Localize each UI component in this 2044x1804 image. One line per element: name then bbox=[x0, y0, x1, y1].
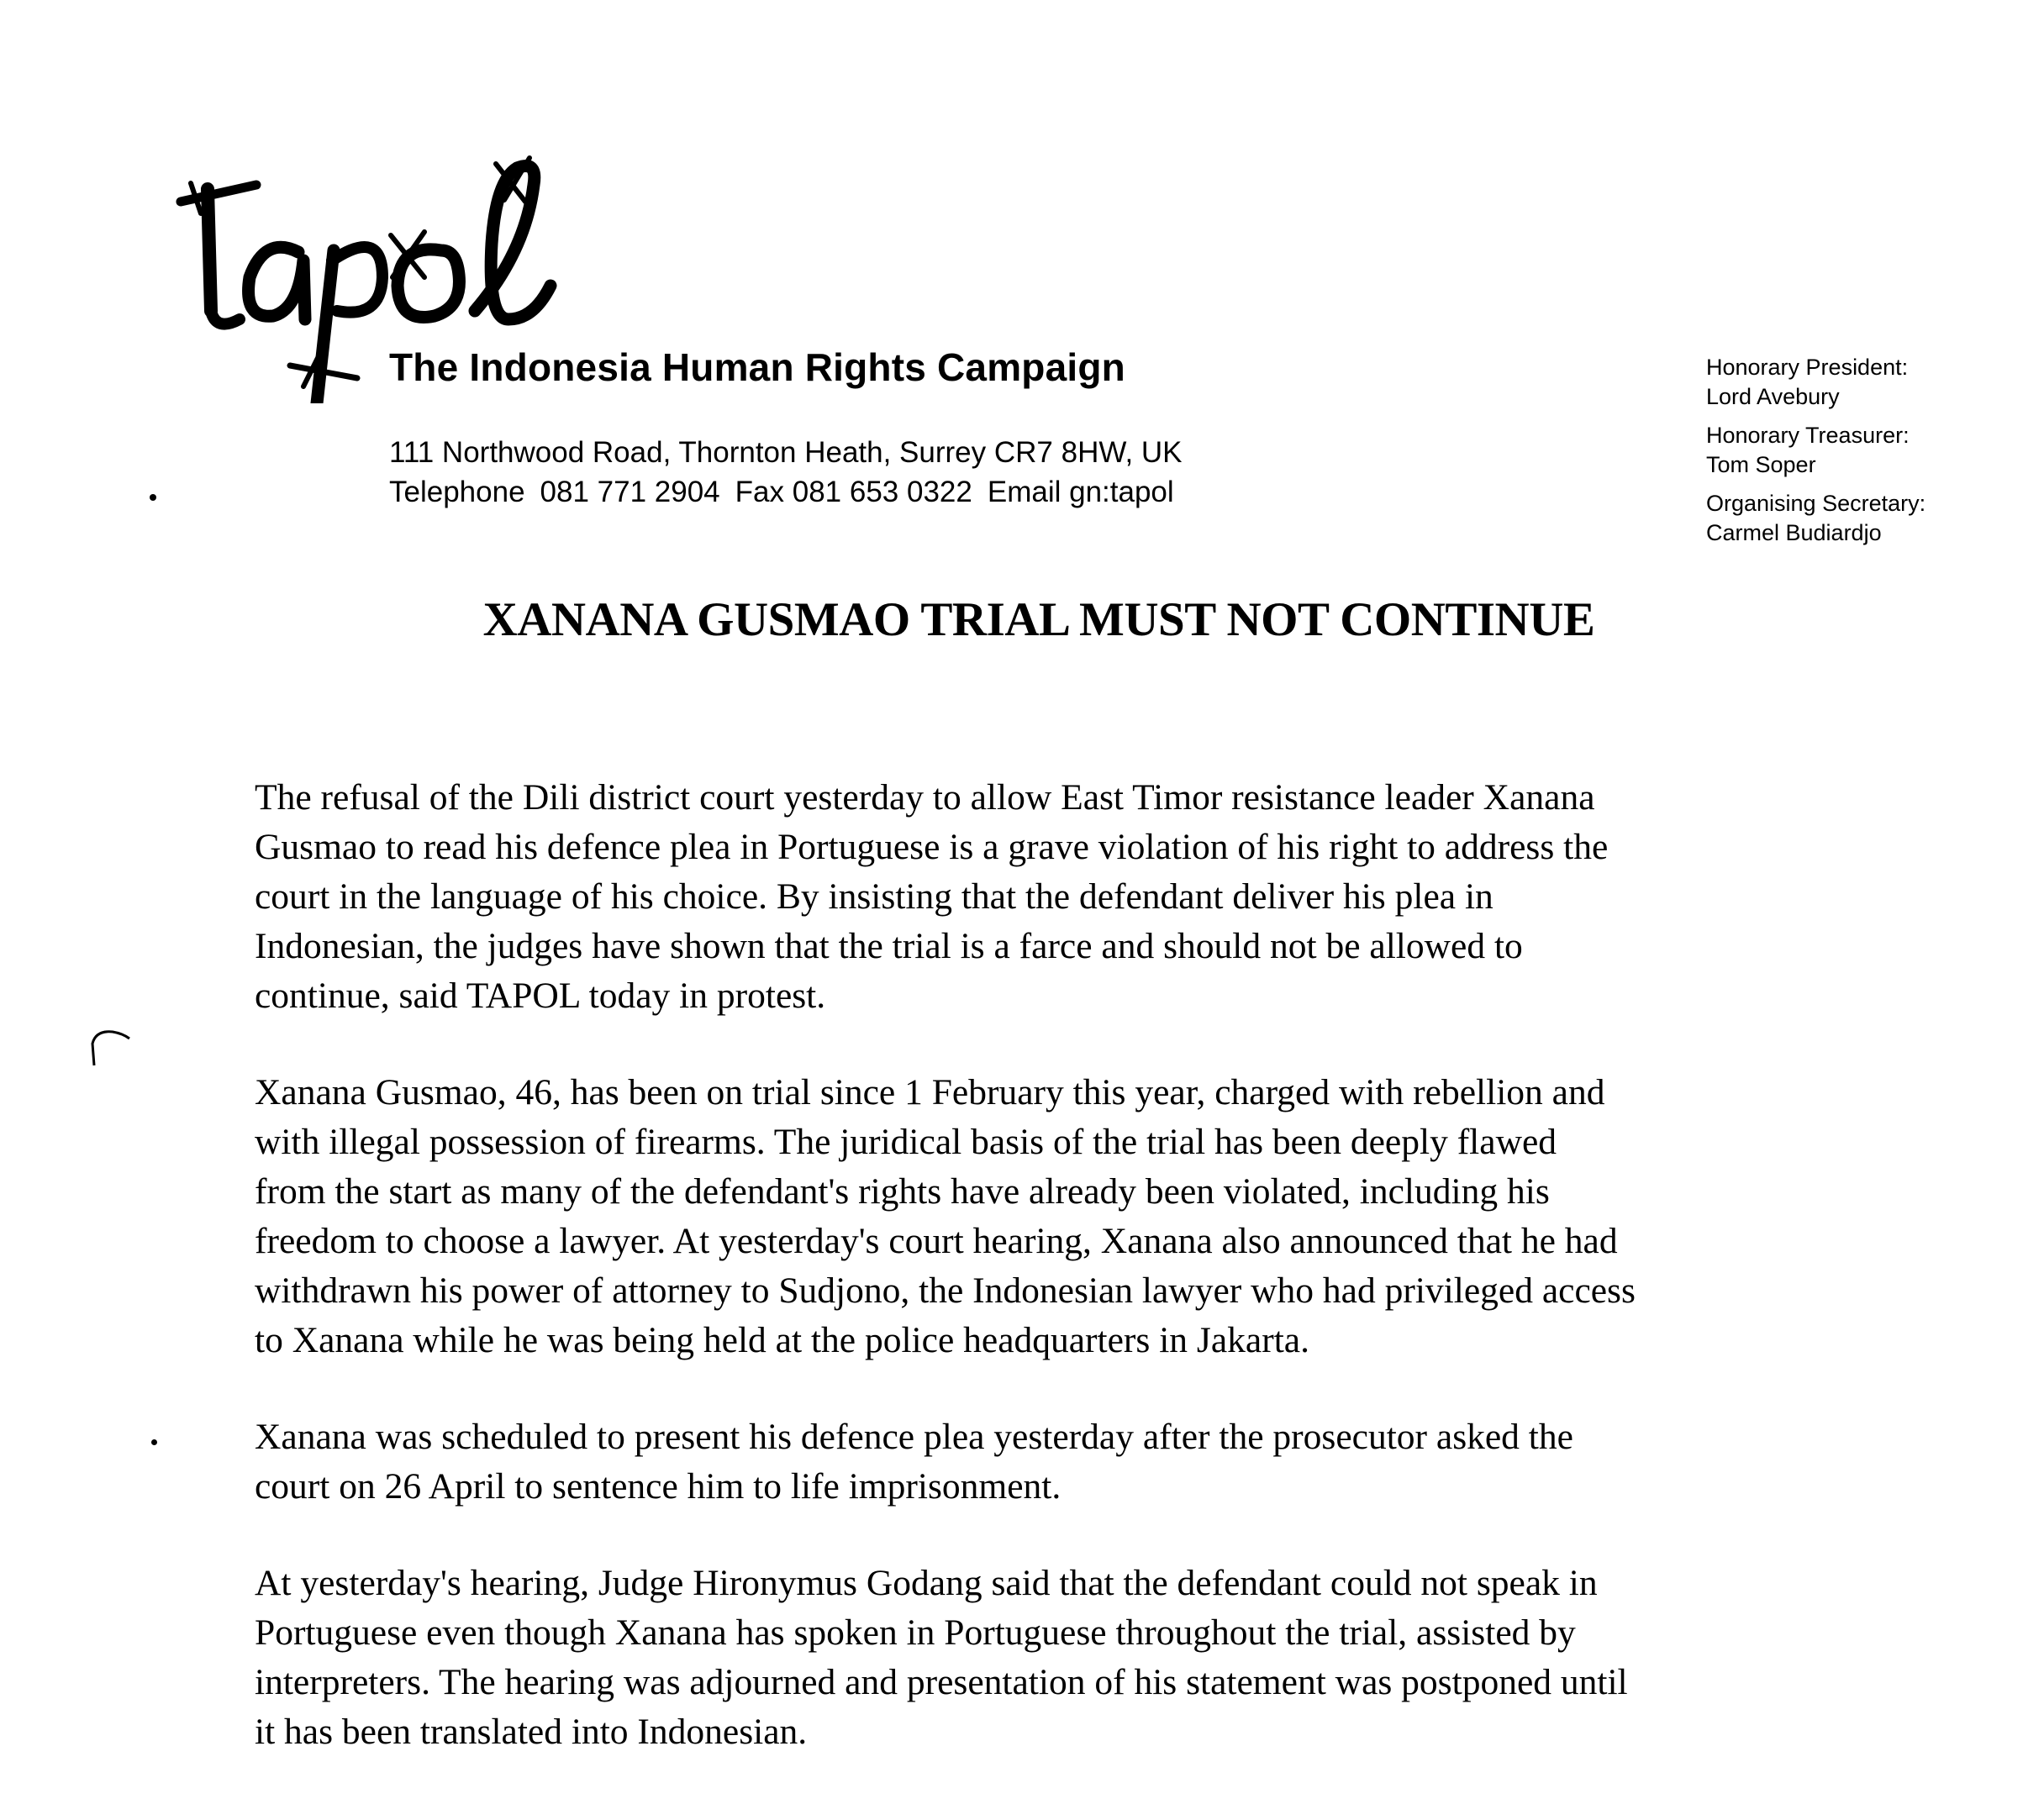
text-line: court in the language of his choice. By insisting that the defendant deliver his plea in bbox=[255, 876, 1493, 917]
officer-role: Honorary Treasurer: bbox=[1706, 423, 1910, 448]
officer-name: Lord Avebury bbox=[1706, 384, 1840, 409]
officer-name: Tom Soper bbox=[1706, 452, 1816, 477]
organization-name: The Indonesia Human Rights Campaign bbox=[389, 345, 1125, 389]
paragraph bbox=[255, 1068, 1936, 1365]
postal-address: 111 Northwood Road, Thornton Heath, Surrey CR7 8HW, UK bbox=[389, 436, 1183, 469]
scan-speck bbox=[151, 1439, 157, 1445]
text-line: withdrawn his power of attorney to Sudjono, the Indonesian lawyer who had privileged access bbox=[255, 1270, 1636, 1311]
press-release-body bbox=[255, 773, 1936, 1804]
press-release-headline: XANANA GUSMAO TRIAL MUST NOT CONTINUE bbox=[482, 593, 1595, 646]
text-line: interpreters. The hearing was adjourned and presentation of his statement was postponed until bbox=[255, 1662, 1628, 1702]
paragraph bbox=[255, 773, 1936, 1021]
text-line: continue, said TAPOL today in protest. bbox=[255, 976, 826, 1016]
telephone-number: 081 771 2904 bbox=[540, 476, 720, 508]
paragraph bbox=[255, 1412, 1936, 1512]
officer-treasurer bbox=[1706, 421, 1925, 480]
telephone-label: Telephone bbox=[389, 476, 525, 508]
officer-role: Organising Secretary: bbox=[1706, 491, 1926, 516]
contact-line bbox=[389, 472, 1183, 512]
contact-block bbox=[389, 433, 1183, 512]
officers-list bbox=[1706, 353, 1925, 557]
text-line: to Xanana while he was being held at the police headquarters in Jakarta. bbox=[255, 1320, 1309, 1360]
text-line: Portuguese even though Xanana has spoken in Portuguese throughout the trial, assisted by bbox=[255, 1612, 1576, 1653]
officer-president bbox=[1706, 353, 1925, 412]
text-line: Gusmao to read his defence plea in Portuguese is a grave violation of his right to address the bbox=[255, 827, 1609, 867]
officer-secretary bbox=[1706, 489, 1925, 548]
fax-label: Fax bbox=[735, 476, 785, 508]
text-line: Xanana Gusmao, 46, has been on trial since 1 February this year, charged with rebellion and bbox=[255, 1072, 1605, 1112]
margin-hook-mark-icon bbox=[82, 1025, 141, 1067]
email-address: gn:tapol bbox=[1069, 476, 1174, 508]
officer-name: Carmel Budiardjo bbox=[1706, 520, 1882, 545]
scan-speck bbox=[150, 494, 156, 501]
officer-role: Honorary President: bbox=[1706, 355, 1909, 380]
text-line: Indonesian, the judges have shown that the trial is a farce and should not be allowed to bbox=[255, 926, 1523, 966]
text-line: freedom to choose a lawyer. At yesterday's court hearing, Xanana also announced that he had bbox=[255, 1221, 1618, 1261]
text-line: it has been translated into Indonesian. bbox=[255, 1712, 808, 1752]
text-line: At yesterday's hearing, Judge Hironymus Godang said that the defendant could not speak in bbox=[255, 1563, 1598, 1603]
paragraph bbox=[255, 1559, 1936, 1757]
fax-number: 081 653 0322 bbox=[792, 476, 972, 508]
text-line: Xanana was scheduled to present his defence plea yesterday after the prosecutor asked the bbox=[255, 1417, 1573, 1457]
text-line: from the start as many of the defendant's rights have already been violated, including his bbox=[255, 1171, 1550, 1212]
text-line: The refusal of the Dili district court yesterday to allow East Timor resistance leader Xanana bbox=[255, 777, 1595, 818]
text-line: with illegal possession of firearms. The juridical basis of the trial has been deeply flawed bbox=[255, 1122, 1557, 1162]
text-line: court on 26 April to sentence him to life imprisonment. bbox=[255, 1466, 1062, 1507]
email-label: Email bbox=[987, 476, 1062, 508]
